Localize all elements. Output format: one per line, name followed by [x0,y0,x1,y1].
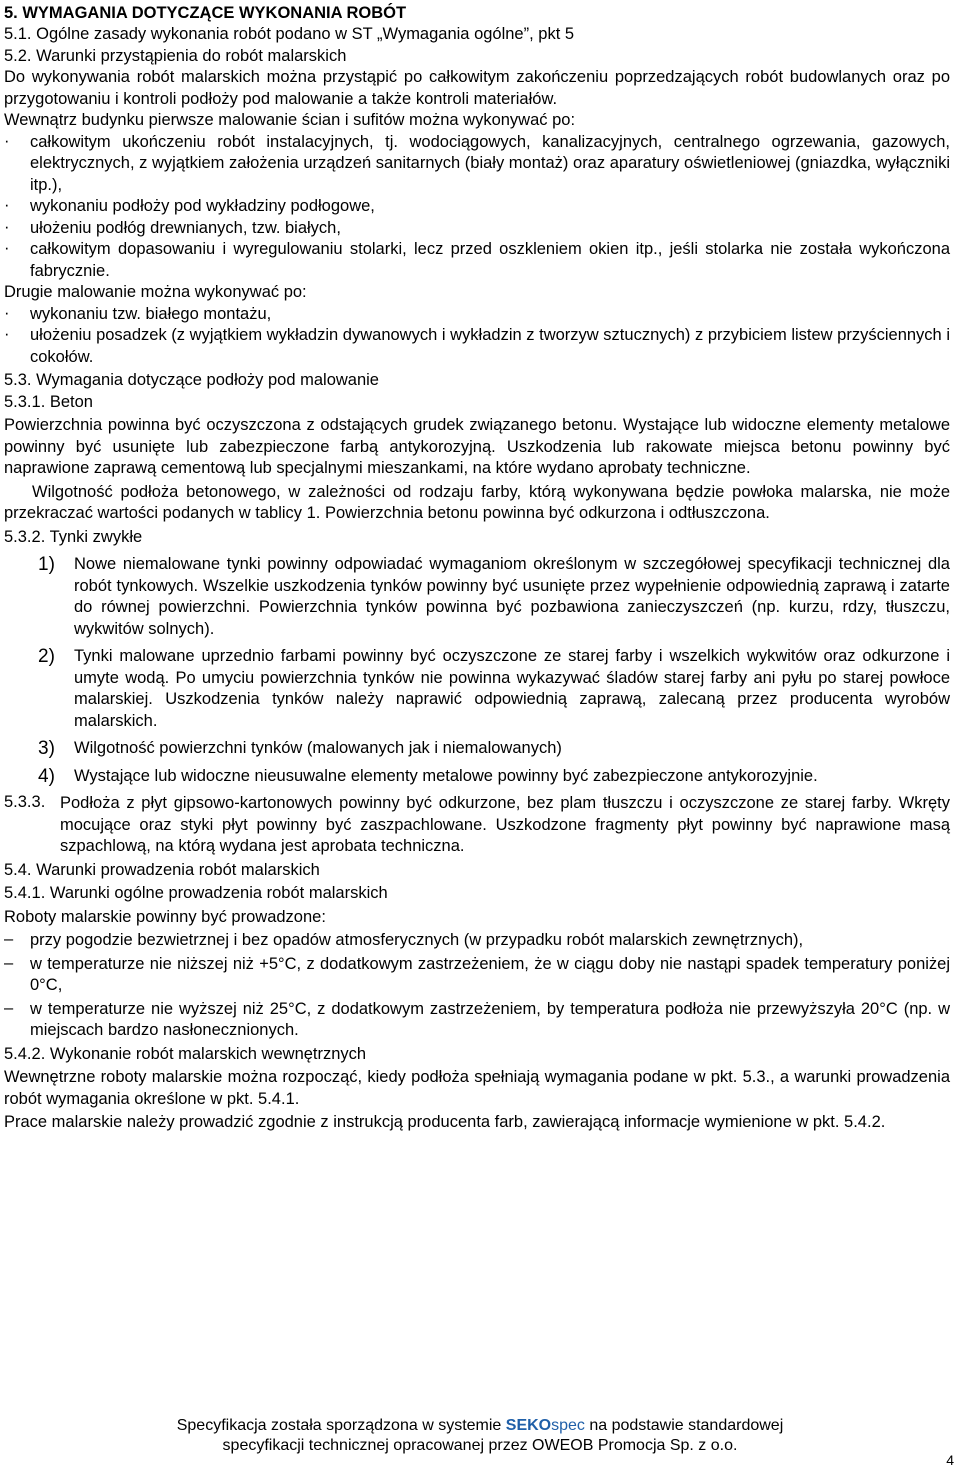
beton-paragraph-2: Wilgotność podłoża betonowego, w zależności od rodzaju farby, którą wykonywana będzie powłoka malarska, nie może przekraczać wartości podanych w tablicy 1. Powierzchnia betonu powinna być odkurzona i odtłuszczona. [4,482,950,522]
list-item-text: Nowe niemalowane tynki powinny odpowiadać wymaganiom określonym w szczegółowej specyfikacji technicznej dla robót tynkowych. Wszelkie uszkodzenia tynków powinny być usunięte przez wypełnienie odpowiednią zaprawą i zatarte do równej powierzchni. Powierzchnia tynków powinna być pozbawiona zanieczyszczeń (np. kurzu, rdzy, tłuszczu, wykwitów solnych). [74,555,950,638]
list-item-text: wykonaniu tzw. białego montażu, [30,304,272,323]
list-item-text: w temperaturze nie niższej niż +5°C, z dodatkowym zastrzeżeniem, że w ciągu doby nie nastąpi spadek temperatury poniżej 0°C, [30,954,950,994]
list-item-text: wykonaniu podłoży pod wykładziny podłogowe, [30,197,375,215]
footer-line-1 [0,1416,960,1436]
list-item-text: Wilgotność powierzchni tynków (malowanych jak i niemalowanych) [74,739,562,757]
document-page [4,3,950,1134]
list-item [4,132,950,197]
list-item [4,954,950,997]
first-painting-intro: Wewnątrz budynku pierwsze malowanie ścian i sufitów można wykonywać po: [4,111,576,129]
dash-icon: – [4,953,14,972]
list-item [4,196,950,218]
section-5-3-3-label: 5.3.3. [4,793,46,811]
bullet-icon: · [4,303,10,322]
section-5-4-1-heading: 5.4.1. Warunki ogólne prowadzenia robót malarskich [4,884,388,902]
section-5-3-2-heading: 5.3.2. Tynki zwykłe [4,527,143,546]
list-item-text: całkowitym dopasowaniu i wyregulowaniu stolarki, lecz przed oszkleniem okien itp., jeśli stolarka nie została wykończona fabrycznie. [30,240,950,280]
list-item-text: Wystające lub widoczne nieusuwalne elementy metalowe powinny być zabezpieczone antykorozyjnie. [74,766,818,785]
bullet-icon: · [4,131,10,150]
second-painting-intro: Drugie malowanie można wykonywać po: [4,283,307,301]
list-item [4,999,950,1042]
bullet-icon: · [4,239,10,257]
list-item [4,930,950,952]
brand-logo-spec: spec [551,1417,585,1434]
list-item [4,304,950,326]
section-5-2-paragraph: Do wykonywania robót malarskich można przystąpić po całkowitym zakończeniu poprzedzających robót budowlanych oraz po przygotowaniu i kontroli podłoży pod malowanie a także kontroli materiałów. [4,68,950,108]
bullet-icon: · [4,217,10,236]
section-5-3-3-text: Podłoża z płyt gipsowo-kartonowych powinny być odkurzone, bez plam tłuszczu i oczyszczone ze starej farby. Wkręty mocujące oraz styki płyt powinny być zaszpachlowane. Uszkodzone fragmenty płyt powinny być naprawione masą szpachlową, na którą wydana jest aprobata techniczna. [60,794,950,855]
list-item [4,325,950,368]
list-number: 1) [38,554,55,575]
footer-line-2: specyfikacji technicznej opracowanej przez OWEOB Promocja Sp. z o.o. [222,1437,738,1454]
footer-text-pre: Specyfikacja została sporządzona w systemie [176,1417,506,1434]
list-item [38,738,950,760]
list-number: 4) [38,765,55,787]
list-item-text: w temperaturze nie wyższej niż 25°C, z dodatkowym zastrzeżeniem, by temperatura podłoża nie przewyższyła 20°C (np. w miejscach bardzo nasłonecznionych. [30,999,950,1039]
list-item-text: ułożeniu podłóg drewnianych, tzw. białych, [30,218,341,237]
section-title-5: 5. WYMAGANIA DOTYCZĄCE WYKONANIA ROBÓT [4,4,407,22]
list-item [38,646,950,732]
list-item [4,218,950,240]
list-number: 3) [38,738,55,759]
bullet-icon: · [4,196,10,214]
dash-icon: – [4,998,14,1017]
list-item [38,766,950,788]
section-5-1: 5.1. Ogólne zasady wykonania robót podano w ST „Wymagania ogólne”, pkt 5 [4,25,575,43]
list-item-text: ułożeniu posadzek (z wyjątkiem wykładzin dywanowych i wykładzin z tworzyw sztucznych) z przybiciem listew przyściennych i cokołów. [30,326,950,366]
list-item [38,554,950,640]
section-5-4-2-paragraph-1: Wewnętrzne roboty malarskie można rozpocząć, kiedy podłoża spełniają wymagania podane w pkt. 5.3., a warunki prowadzenia robót wymagania określone w pkt. 5.4.1. [4,1068,950,1108]
first-painting-list [4,132,950,283]
second-painting-list [4,304,950,369]
list-item-text: Tynki malowane uprzednio farbami powinny być oczyszczone ze starej farby i wszelkich wykwitów oraz odkurzone i umyte wodą. Po umyciu powierzchnia tynków nie powinna wykazywać śladów starej farby ani pyłu po starej powłoce malarskiej. Uszkodzenia tynków należy naprawić odpowiednią zaprawą, zalecaną przez producenta wyrobów malarskich. [74,647,950,730]
page-number: 4 [946,1452,954,1468]
list-item [4,239,950,282]
dash-icon: – [4,930,14,948]
conditions-intro: Roboty malarskie powinny być prowadzone: [4,907,326,926]
list-item-text: przy pogodzie bezwietrznej i bez opadów atmosferycznych (w przypadku robót malarskich zewnętrznych), [30,931,804,949]
brand-logo-seko: SEKO [505,1417,552,1434]
beton-paragraph-1: Powierzchnia powinna być oczyszczona z odstających grudek związanego betonu. Wystające lub widoczne elementy metalowe powinny być usunięte lub zabezpieczone farbą antykorozyjną. Uszkodzenia lub rakowate miejsca betonu powinny być naprawione zaprawą cementową lub specjalnymi mieszankami, na które wydano aprobaty techniczne. [4,416,950,477]
conditions-list [4,930,950,1042]
section-5-3-1-heading: 5.3.1. Beton [4,392,93,411]
section-5-3-3 [4,793,950,858]
list-item-text: całkowitym ukończeniu robót instalacyjnych, tj. wodociągowych, kanalizacyjnych, centralnego ogrzewania, gazowych, elektrycznych, z wyjątkiem założenia urządzeń sanitarnych (biały montaż) oraz aparatury oświetleniowej (gniazdka, wyłączniki itp.), [30,132,950,194]
section-5-4-heading: 5.4. Warunki prowadzenia robót malarskich [4,860,320,879]
section-5-4-2-heading: 5.4.2. Wykonanie robót malarskich wewnętrznych [4,1044,367,1063]
section-5-3-heading: 5.3. Wymagania dotyczące podłoży pod malowanie [4,371,379,389]
section-5-4-2-paragraph-2: Prace malarskie należy prowadzić zgodnie z instrukcją producenta farb, zawierającą informacje wymienione w pkt. 5.4.2. [4,1113,886,1131]
page-footer [0,1416,960,1456]
footer-text-post: na podstawie standardowej [584,1417,784,1434]
tynki-list [4,554,950,787]
list-number: 2) [38,646,55,667]
bullet-icon: · [4,325,10,343]
section-5-2-heading: 5.2. Warunki przystąpienia do robót malarskich [4,46,347,65]
